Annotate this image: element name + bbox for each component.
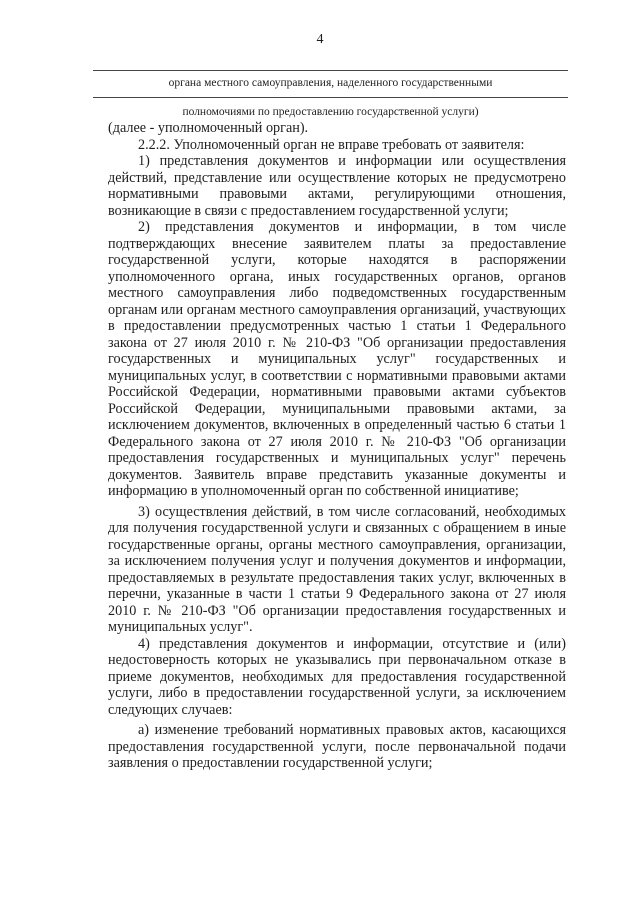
header-line-2: полномочиями по предоставлению государственной услуги)	[182, 106, 479, 118]
paragraph-item-a: а) изменение требований нормативных правовых актов, касающихся предоставления государственной услуги, после первоначальной подачи заявления о предоставлении государственной услуги;	[108, 722, 566, 771]
paragraph-clause-2-2-2: 2.2.2. Уполномоченный орган не вправе требовать от заявителя:	[138, 136, 525, 153]
paragraph-item-3: 3) осуществления действий, в том числе согласований, необходимых для получения государственной услуги и связанных с обращением в иные государственные органы, органы местного самоуправления, организации, за исключением получения услуг и получения документов и информации, предоставляемых в результате предоставления таких услуг, включенных в перечни, указанные в части 1 статьи 9 Федерального закона от 27 июля 2010 г. № 210-ФЗ "Об организации предоставления государственных и муниципальных услуг".	[108, 503, 566, 635]
paragraph-item-1: 1) представления документов и информации или осуществления действий, представление или осуществление которых не предусмотрено нормативными правовыми актами, регулирующими отношения, возникающие в связи с предоставлением государственной услуги;	[108, 153, 566, 219]
header-line-1: органа местного самоуправления, наделенного государственными	[168, 77, 493, 89]
paragraph-item-4: 4) представления документов и информации, отсутствие и (или) недостоверность которых не указывались при первоначальном отказе в приеме документов, необходимых для предоставления государственной услуги, либо в предоставлении государственной услуги, за исключением следующих случаев:	[108, 635, 566, 718]
paragraph-item-2: 2) представления документов и информации, в том числе подтверждающих внесение заявителем платы за предоставление государственной услуги, которые находятся в распоряжении уполномоченного органа, иных государственных органов, органов местного самоуправления либо подведомственных государственным органам или органам местного самоуправления организаций, участвующих в предоставлении предусмотренных частью 1 статьи 1 Федерального закона от 27 июля 2010 г. № 210-ФЗ "Об организации предоставления государственных и муниципальных услуг" государственных и муниципальных услуг, в соответствии с нормативными правовыми актами Российской Федерации, нормативными правовыми актами субъектов Российской Федерации, муниципальными правовыми актами, за исключением документов, включенных в определенный частью 6 статьи 1 Федерального закона от 27 июля 2010 г. № 210-ФЗ "Об организации предоставления государственных и муниципальных услуг" перечень документов. Заявитель вправе представить указанные документы и информацию в уполномоченный орган по собственной инициативе;	[108, 219, 566, 499]
header-rule-middle	[93, 97, 568, 98]
header-rule-top	[93, 70, 568, 71]
page-number: 4	[316, 32, 324, 47]
paragraph-continuation: (далее - уполномоченный орган).	[108, 120, 309, 136]
document-body	[108, 120, 566, 772]
